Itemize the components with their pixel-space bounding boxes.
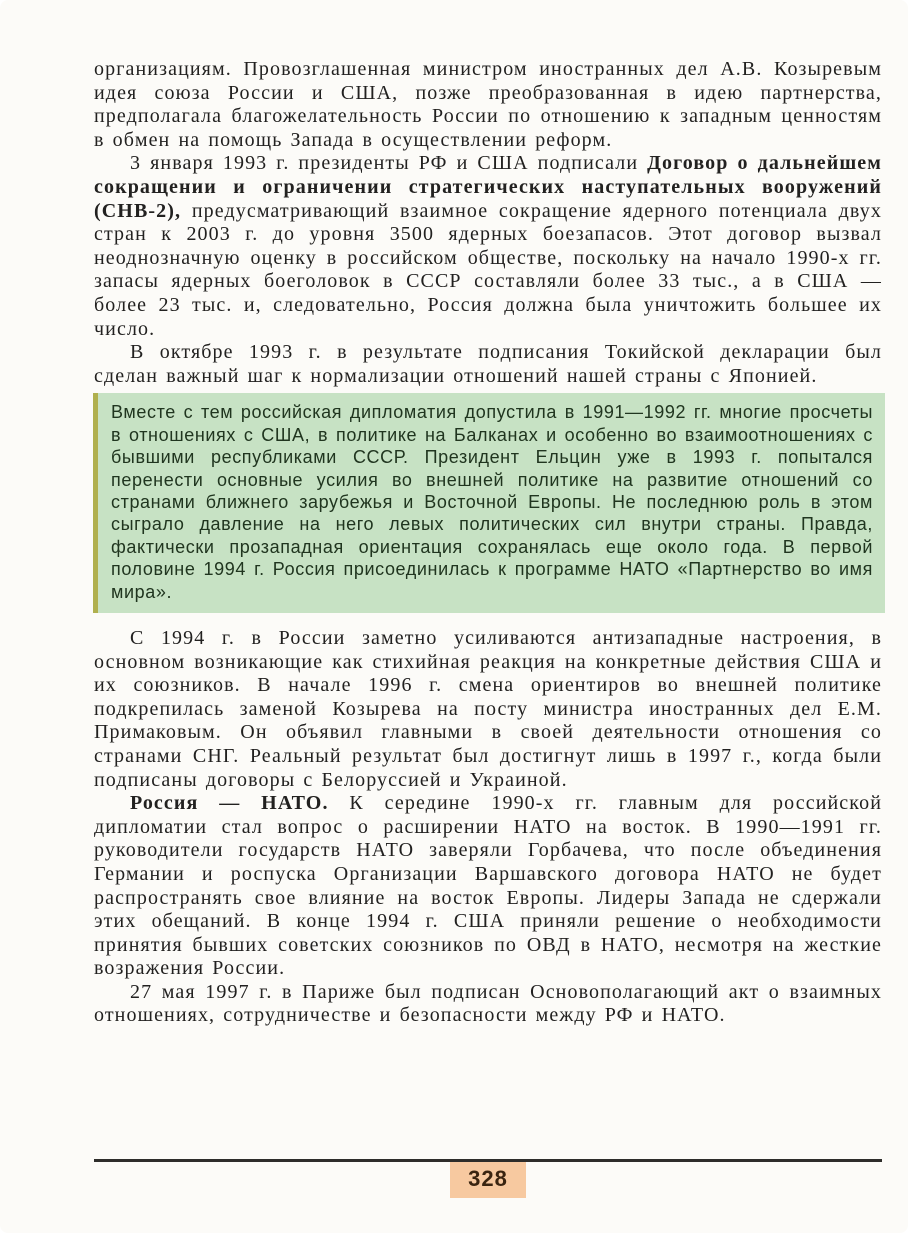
bold-run-russia-nato: Россия — НАТО.: [130, 792, 329, 815]
paragraph-tokyo-declaration: В октябре 1993 г. в результате подписания Токийской декларации был сделан важный шаг к нормализации отношений нашей страны с Японией.: [94, 341, 882, 387]
paragraph-russia-nato: [94, 792, 882, 981]
page-footer: [94, 1159, 882, 1198]
text-run: 3 января 1993 г. президенты РФ и США подписали: [130, 152, 648, 175]
bold-run-snv2: Договор о дальнейшем сокращении и ограничении стратегических наступательных вооружений (СНВ-2),: [94, 152, 883, 222]
page-number-badge: 328: [450, 1162, 526, 1198]
highlight-note-text: Вместе с тем российская дипломатия допустила в 1991—1992 гг. многие просчеты в отношениях с США, в политике на Балканах и особенно во взаимоотношениях с бывшими республиками СССР. Президент Ельцин уже в 1993 г. попытался перенести основные усилия во внешней политике на развитие отношений со странами ближнего зарубежья и Восточной Европы. Не последнюю роль в этом сыграло давление на него левых политических сил внутри страны. Правда, фактически прозападная ориентация сохранялась еще около года. В первой половине 1994 г. Россия присоединилась к программе НАТО «Партнерство во имя мира».: [111, 402, 873, 602]
text-run: К середине 1990-х гг. главным для российской дипломатии стал вопрос о расширении НАТО на восток. В 1990—1991 гг. руководители государств НАТО заверяли Горбачева, что после объединения Германии и роспуска Организации Варшавского договора НАТО не будет распространять свое влияние на восток Европы. Лидеры Запада не сдержали этих обещаний. В конце 1994 г. США приняли решение о необходимости принятия бывших советских союзников по ОВД в НАТО, несмотря на жесткие возражения России.: [94, 792, 882, 980]
text-run: предусматривающий взаимное сокращение ядерного потенциала двух стран к 2003 г. до уровня 3500 ядерных боезапасов. Этот договор вызвал неоднозначную оценку в российском обществе, поскольку на начало 1990-х гг. запасы ядерных боеголовок в СССР составляли более 33 тыс., а в США — более 23 тыс. и, следовательно, Россия должна была уничтожить большее их число.: [94, 199, 882, 340]
paragraph-snv2-treaty: [94, 152, 882, 341]
paragraph-anti-western-shift: С 1994 г. в России заметно усиливаются антизападные настроения, в основном возникающие как стихийная реакция на конкретные действия США и их союзников. В начале 1996 г. смена ориентиров во внешней политике подкрепилась заменой Козырева на посту министра иностранных дел Е.М. Примаковым. Он объявил главными в своей деятельности отношения со странами СНГ. Реальный результат был достигнут лишь в 1997 г., когда были подписаны договоры с Белоруссией и Украиной.: [94, 626, 882, 791]
page-content: [94, 58, 882, 1028]
paragraph-kozyrev-doctrine: организациям. Провозглашенная министром иностранных дел А.В. Козыревым идея союза России и США, позже преобразованная в идею партнерства, предполагала благожелательность России по отношению к западным ценностям в обмен на помощь Запада в осуществлении реформ.: [94, 58, 882, 151]
paragraph-founding-act: 27 мая 1997 г. в Париже был подписан Основополагающий акт о взаимных отношениях, сотрудничестве и безопасности между РФ и НАТО.: [94, 980, 882, 1027]
highlight-note-box: [93, 393, 885, 613]
